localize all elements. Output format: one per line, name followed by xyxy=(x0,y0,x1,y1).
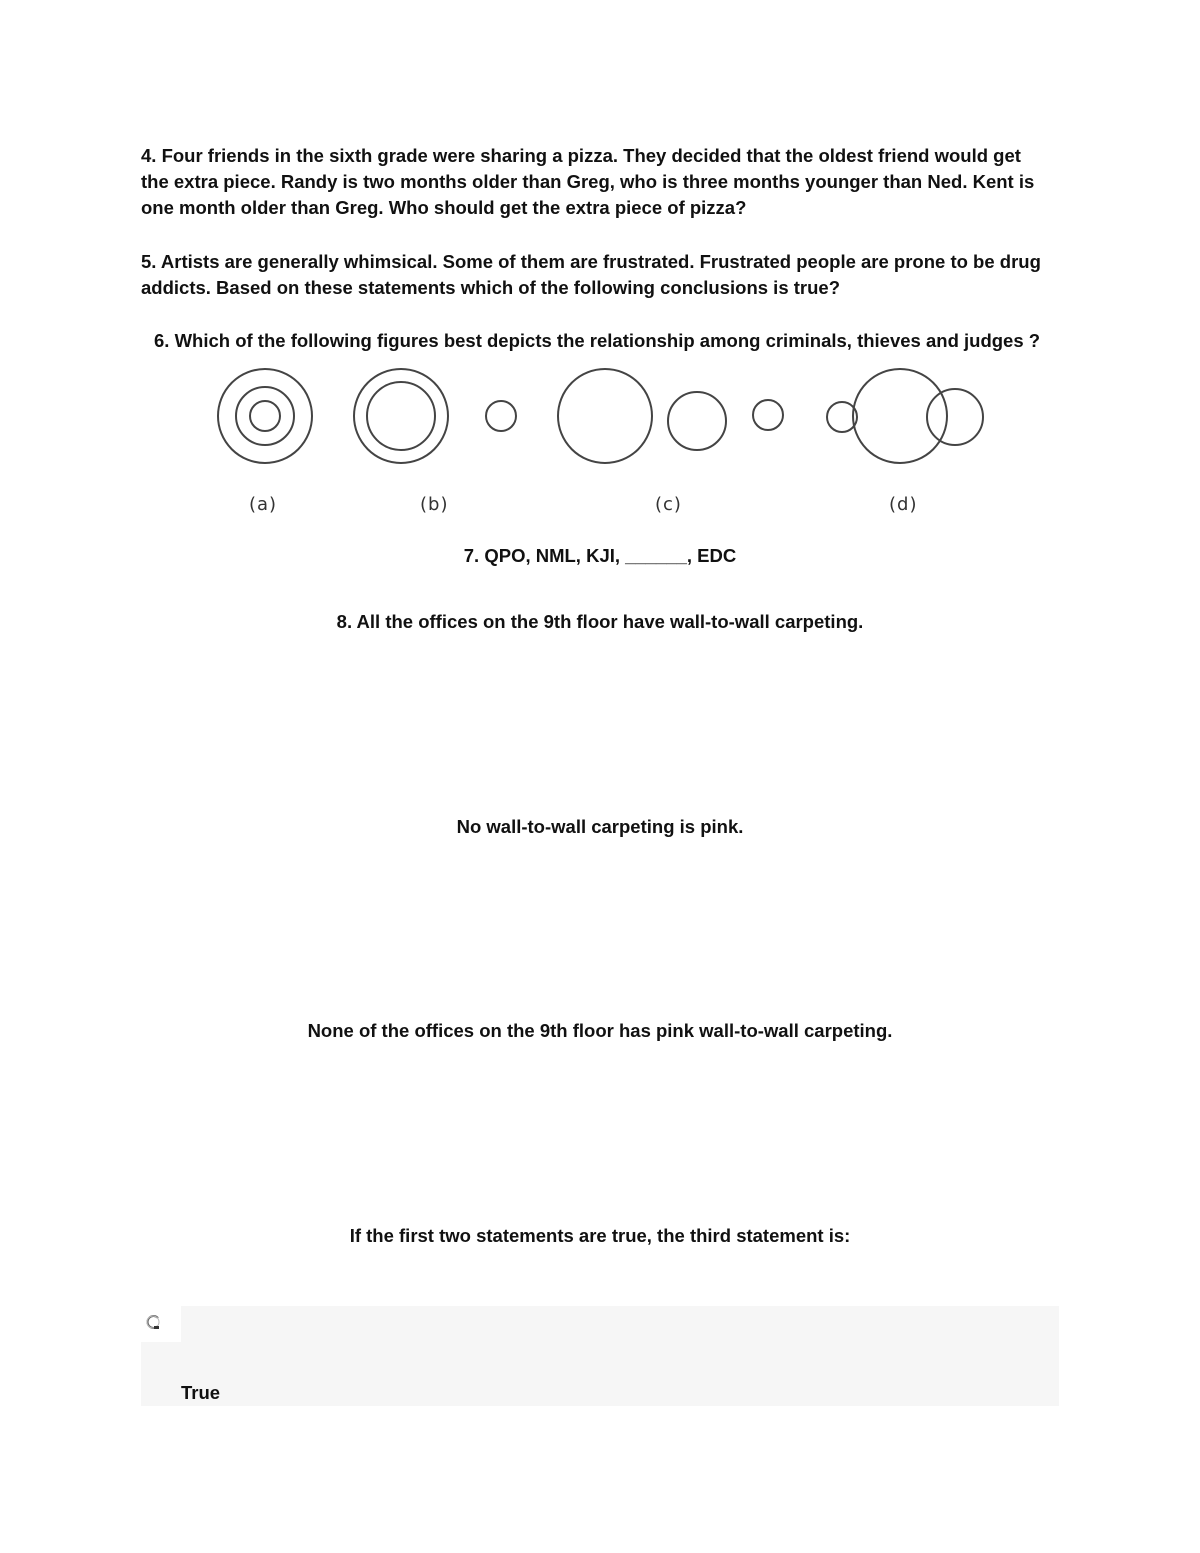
question-4-line-2: the extra piece. Randy is two months older than Greg, who is three months younger than Ned. Kent is xyxy=(141,171,1035,192)
question-5 xyxy=(141,249,1071,301)
figure-b-circles xyxy=(354,369,516,463)
answer-option-true[interactable]: True xyxy=(181,1382,221,1403)
question-8-statement-3: None of the offices on the 9th floor has pink wall-to-wall carpeting. xyxy=(307,1020,893,1041)
question-5-line-1: 5. Artists are generally whimsical. Some of them are frustrated. Frustrated people are prone to be drug xyxy=(141,251,1041,272)
option-d-label: (d) xyxy=(889,494,918,515)
question-6: 6. Which of the following figures best depicts the relationship among criminals, thieves and judges ? xyxy=(154,330,1041,351)
figure-c-circles xyxy=(558,369,783,463)
option-c-label: (c) xyxy=(655,494,682,515)
figure-a-circles xyxy=(218,369,312,463)
option-b-label: (b) xyxy=(420,494,449,515)
question-7: 7. QPO, NML, KJI, ______, EDC xyxy=(463,545,737,566)
question-8-statement-2: No wall-to-wall carpeting is pink. xyxy=(456,816,744,837)
venn-figures xyxy=(200,360,1000,520)
question-5-line-2: addicts. Based on these statements which of the following conclusions is true? xyxy=(141,277,840,298)
radio-button-icon[interactable] xyxy=(145,1314,161,1330)
question-8-prompt: If the first two statements are true, the third statement is: xyxy=(349,1225,851,1246)
question-4 xyxy=(141,143,1071,221)
option-a-label: (a) xyxy=(249,494,278,515)
answer-option-box[interactable] xyxy=(141,1306,1059,1406)
question-8-statement-1: 8. All the offices on the 9th floor have wall-to-wall carpeting. xyxy=(336,611,864,632)
question-4-line-3: one month older than Greg. Who should get the extra piece of pizza? xyxy=(141,197,747,218)
figure-d-circles xyxy=(827,369,983,463)
question-4-line-1: 4. Four friends in the sixth grade were sharing a pizza. They decided that the oldest friend would get xyxy=(141,145,1021,166)
